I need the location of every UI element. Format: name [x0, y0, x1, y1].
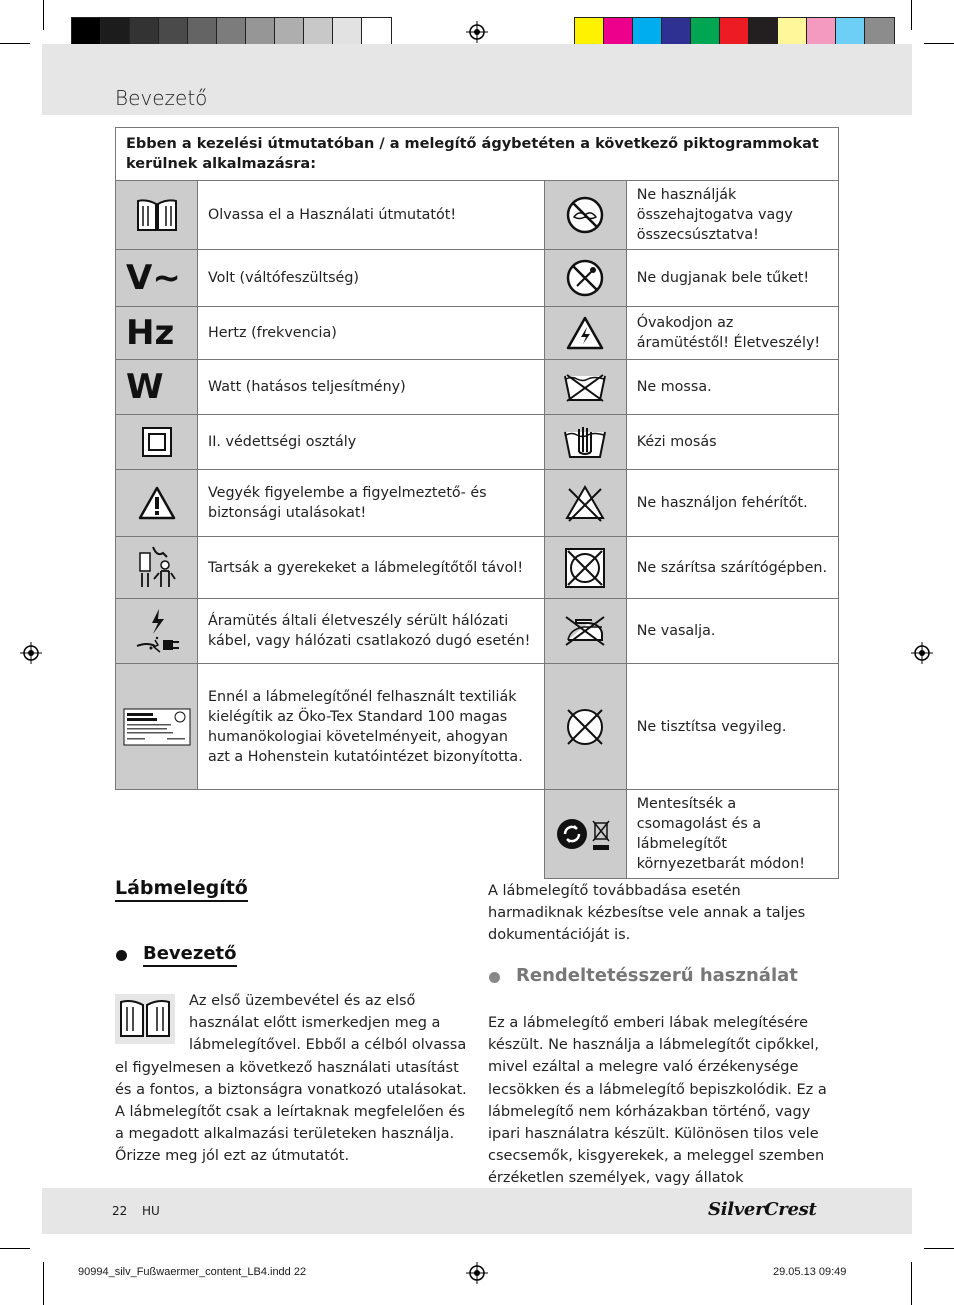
crop-mark — [924, 1248, 954, 1249]
hertz-symbol: Hz — [116, 307, 198, 360]
table-row — [116, 307, 839, 360]
color-swatch — [662, 18, 691, 46]
grayscale-swatch — [72, 18, 101, 46]
table-cell: Ennél a lábmelegítőnél felhasznált textiliák kielégítik az Öko-Tex Standard 100 magas humanökologiai követelményeit, ahogyan azt a Hohenstein kutatóintézet bizonyította. — [198, 664, 545, 790]
table-row — [116, 790, 839, 879]
brand-logo: SilverCrest — [708, 1199, 817, 1220]
keep-away-children-icon — [116, 537, 198, 599]
intro-paragraph: Az első üzembevétel és az első használat előtt ismerkedjen meg a lábmelegítővel. Ebből a célból olvassa el figyelmesen a következő használati utasítást és a fontos, a biztonságra vonatkozó utalásokat. A lábmelegítőt csak a leírtaknak megfelelően és a megadott alkalmazási területeken használja. Őrizze meg jól ezt az útmutatót. — [115, 993, 467, 1165]
table-cell: Tartsák a gyerekeket a lábmelegítőtől távol! — [198, 537, 545, 599]
grayscale-swatch — [159, 18, 188, 46]
table-row — [116, 181, 839, 250]
color-swatch — [807, 18, 836, 46]
no-tumble-dry-icon — [544, 537, 626, 599]
table-row — [116, 664, 839, 790]
volt-symbol: V~ — [116, 250, 198, 307]
crop-mark — [911, 0, 912, 30]
table-cell: Ne mossa. — [626, 360, 838, 415]
intended-use-paragraph: Ez a lábmelegítő emberi lábak melegítésére készült. Ne használja a lábmelegítőt cipőkkel, mivel ezáltal a melegre való érzékenysége lecsökken és a lábmelegítő bepiszkolódik. Ez a lábmelegítő nem kórházakban történő, vagy ipari használatra készült. Különösen tilos vele csecsemők, kisgyerekek, a meleggel szemben érzéketlen személyek, vagy állatok — [488, 1015, 827, 1187]
grayscale-swatch — [304, 18, 333, 46]
oeko-tex-label-icon — [116, 664, 198, 790]
page-title: Bevezető — [115, 86, 208, 110]
color-swatch — [575, 18, 604, 46]
recycling-icon — [544, 790, 626, 879]
table-cell: Olvassa el a Használati útmutatót! — [198, 181, 545, 250]
damaged-cable-icon — [116, 599, 198, 664]
crop-mark — [924, 43, 954, 44]
grayscale-swatch — [246, 18, 275, 46]
pictogram-table — [115, 127, 839, 879]
intro-title: Bevezető — [143, 943, 237, 964]
bullet-icon — [489, 972, 500, 983]
grayscale-swatch — [275, 18, 304, 46]
crop-mark — [43, 0, 44, 30]
no-iron-icon — [544, 599, 626, 664]
table-cell: Ne szárítsa szárítógépben. — [626, 537, 838, 599]
intended-use-title: Rendeltetésszerű használat — [516, 965, 798, 986]
registration-mark-icon — [466, 1262, 488, 1284]
no-dry-clean-icon — [544, 664, 626, 790]
table-row — [116, 470, 839, 537]
table-row — [116, 360, 839, 415]
crop-mark — [0, 43, 30, 44]
table-cell: II. védettségi osztály — [198, 415, 545, 470]
grayscale-swatch — [333, 18, 362, 46]
table-row — [116, 250, 839, 307]
handover-paragraph: A lábmelegítő továbbadása esetén harmadiknak kézbesítse vele annak a taljes dokumentációját is. — [488, 883, 806, 944]
process-color-bar — [574, 17, 895, 47]
table-cell: Kézi mosás — [626, 415, 838, 470]
table-cell: Volt (váltófeszültség) — [198, 250, 545, 307]
watt-symbol: W — [116, 360, 198, 415]
color-swatch — [633, 18, 662, 46]
table-header-row — [116, 128, 839, 181]
table-cell: Watt (hatásos teljesítmény) — [198, 360, 545, 415]
color-swatch — [720, 18, 749, 46]
table-cell: Ne használják összehajtogatva vagy összecsúsztatva! — [626, 181, 838, 250]
registration-mark-icon — [466, 21, 488, 43]
crop-mark — [0, 1248, 30, 1249]
table-cell: Ne dugjanak bele tűket! — [626, 250, 838, 307]
grayscale-swatch — [217, 18, 246, 46]
read-manual-icon — [116, 181, 198, 250]
grayscale-swatch — [362, 18, 391, 46]
grayscale-color-bar — [71, 17, 392, 47]
no-bleach-icon — [544, 470, 626, 537]
warning-triangle-icon — [116, 470, 198, 537]
registration-mark-icon — [911, 642, 933, 664]
hand-wash-icon — [544, 415, 626, 470]
no-pins-icon — [544, 250, 626, 307]
table-cell: Ne használjon fehérítőt. — [626, 470, 838, 537]
color-swatch — [604, 18, 633, 46]
grayscale-swatch — [101, 18, 130, 46]
bullet-icon — [116, 950, 127, 961]
color-swatch — [778, 18, 807, 46]
registration-mark-icon — [20, 642, 42, 664]
table-cell: Hertz (frekvencia) — [198, 307, 545, 360]
table-row — [116, 537, 839, 599]
grayscale-swatch — [130, 18, 159, 46]
page-number: 22 — [112, 1204, 128, 1218]
color-swatch — [691, 18, 720, 46]
electric-shock-warning-icon — [544, 307, 626, 360]
language-code: HU — [142, 1204, 160, 1218]
table-cell: Mentesítsék a csomagolást és a lábmelegítőt környezetbarát módon! — [626, 790, 838, 879]
table-cell: Óvakodjon az áramütéstől! Életveszély! — [626, 307, 838, 360]
color-swatch — [749, 18, 778, 46]
date-slug: 29.05.13 09:49 — [773, 1266, 847, 1278]
color-swatch — [865, 18, 894, 46]
table-row — [116, 415, 839, 470]
color-swatch — [836, 18, 865, 46]
table-cell: Ne vasalja. — [626, 599, 838, 664]
crop-mark — [911, 1262, 912, 1305]
no-folding-icon — [544, 181, 626, 250]
table-cell: Vegyék figyelembe a figyelmeztető- és biztonsági utalásokat! — [198, 470, 545, 537]
file-slug: 90994_silv_Fußwaermer_content_LB4.indd 22 — [78, 1266, 307, 1278]
product-title: Lábmelegítő — [115, 877, 248, 899]
grayscale-swatch — [188, 18, 217, 46]
table-cell: Ne tisztítsa vegyileg. — [626, 664, 838, 790]
protection-class-ii-icon — [116, 415, 198, 470]
crop-mark — [43, 1262, 44, 1305]
table-heading: Ebben a kezelési útmutatóban / a melegítő ágybetéten a következő piktogrammokat kerülnek alkalmazásra: — [116, 128, 839, 181]
table-cell: Áramütés általi életveszély sérült hálózati kábel, vagy hálózati csatlakozó dugó esetén! — [198, 599, 545, 664]
table-row — [116, 599, 839, 664]
do-not-wash-icon — [544, 360, 626, 415]
